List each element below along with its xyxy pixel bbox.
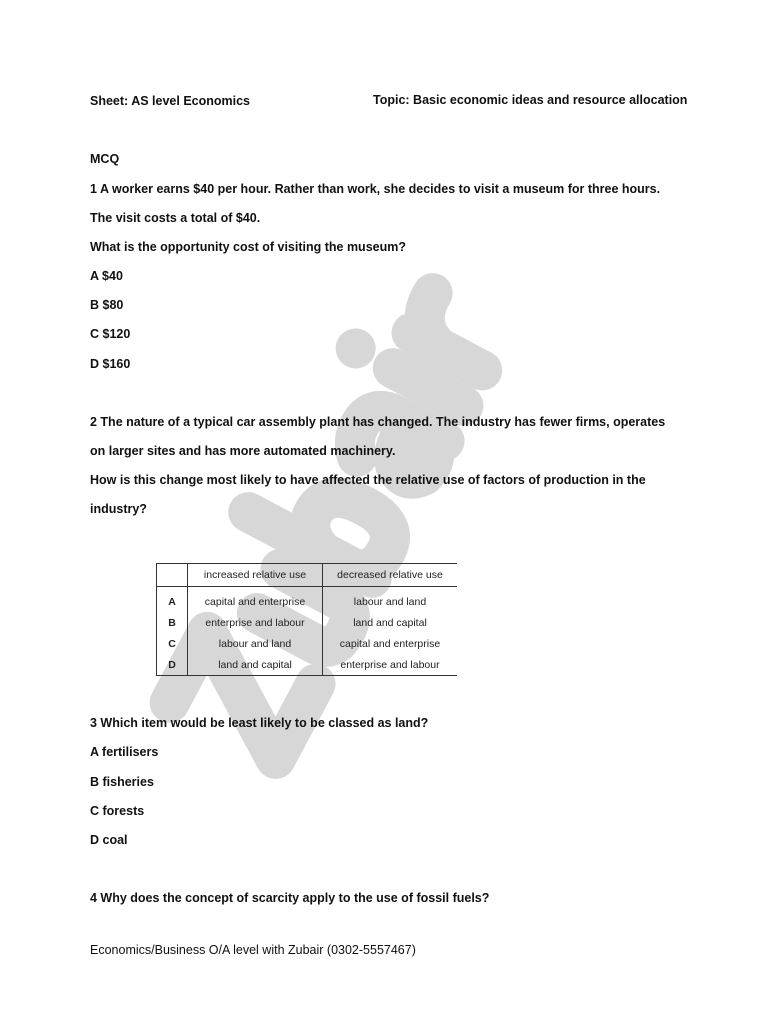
row-letter: A <box>157 587 188 613</box>
row-increased: enterprise and labour <box>188 612 323 633</box>
row-increased: land and capital <box>188 654 323 676</box>
row-letter: C <box>157 633 188 654</box>
row-decreased: labour and land <box>353 595 427 608</box>
row-increased: labour and land <box>188 633 323 654</box>
q2-line-3: How is this change most likely to have affected the relative use of factors of production in the <box>90 473 646 487</box>
q1-question: What is the opportunity cost of visiting the museum? <box>90 240 406 254</box>
q1-line-1: 1 A worker earns $40 per hour. Rather than work, she decides to visit a museum for three hours. <box>90 182 661 196</box>
row-letter: B <box>157 612 188 633</box>
q1-option-c: C $120 <box>90 327 131 341</box>
q3-option-b: B fisheries <box>90 775 154 789</box>
table-header-decreased: decreased relative use <box>323 564 458 587</box>
topic-title: Topic: Basic economic ideas and resource allocation <box>373 93 688 107</box>
row-increased: capital and enterprise <box>188 587 323 613</box>
q1-line-2: The visit costs a total of $40. <box>90 211 261 225</box>
table-row <box>157 587 458 613</box>
q3-option-d: D coal <box>90 833 128 847</box>
table-row <box>157 654 458 676</box>
table-header-increased: increased relative use <box>188 564 323 587</box>
table-header-blank <box>157 564 188 587</box>
q3-option-c: C forests <box>90 804 145 818</box>
q2-line-1: 2 The nature of a typical car assembly plant has changed. The industry has fewer firms, operates <box>90 415 666 429</box>
q3-option-a: A fertilisers <box>90 745 159 759</box>
q2-line-4: industry? <box>90 502 147 516</box>
q3-question: 3 Which item would be least likely to be classed as land? <box>90 716 429 730</box>
q1-option-a: A $40 <box>90 269 123 283</box>
q2-line-2: on larger sites and has more automated machinery. <box>90 444 396 458</box>
section-label: MCQ <box>90 152 120 166</box>
q1-option-d: D $160 <box>90 357 131 371</box>
sheet-title: Sheet: AS level Economics <box>90 94 251 108</box>
table-row <box>157 612 458 633</box>
row-decreased: enterprise and labour <box>323 654 458 676</box>
row-decreased: capital and enterprise <box>339 637 441 650</box>
table-row <box>157 633 458 654</box>
factor-use-table <box>156 563 457 676</box>
q1-option-b: B $80 <box>90 298 124 312</box>
page-footer: Economics/Business O/A level with Zubair (0302-5557467) <box>90 943 416 957</box>
row-decreased: land and capital <box>353 616 427 629</box>
q4-question: 4 Why does the concept of scarcity apply to the use of fossil fuels? <box>90 891 490 905</box>
row-letter: D <box>157 654 188 676</box>
table-header-row <box>157 564 458 587</box>
